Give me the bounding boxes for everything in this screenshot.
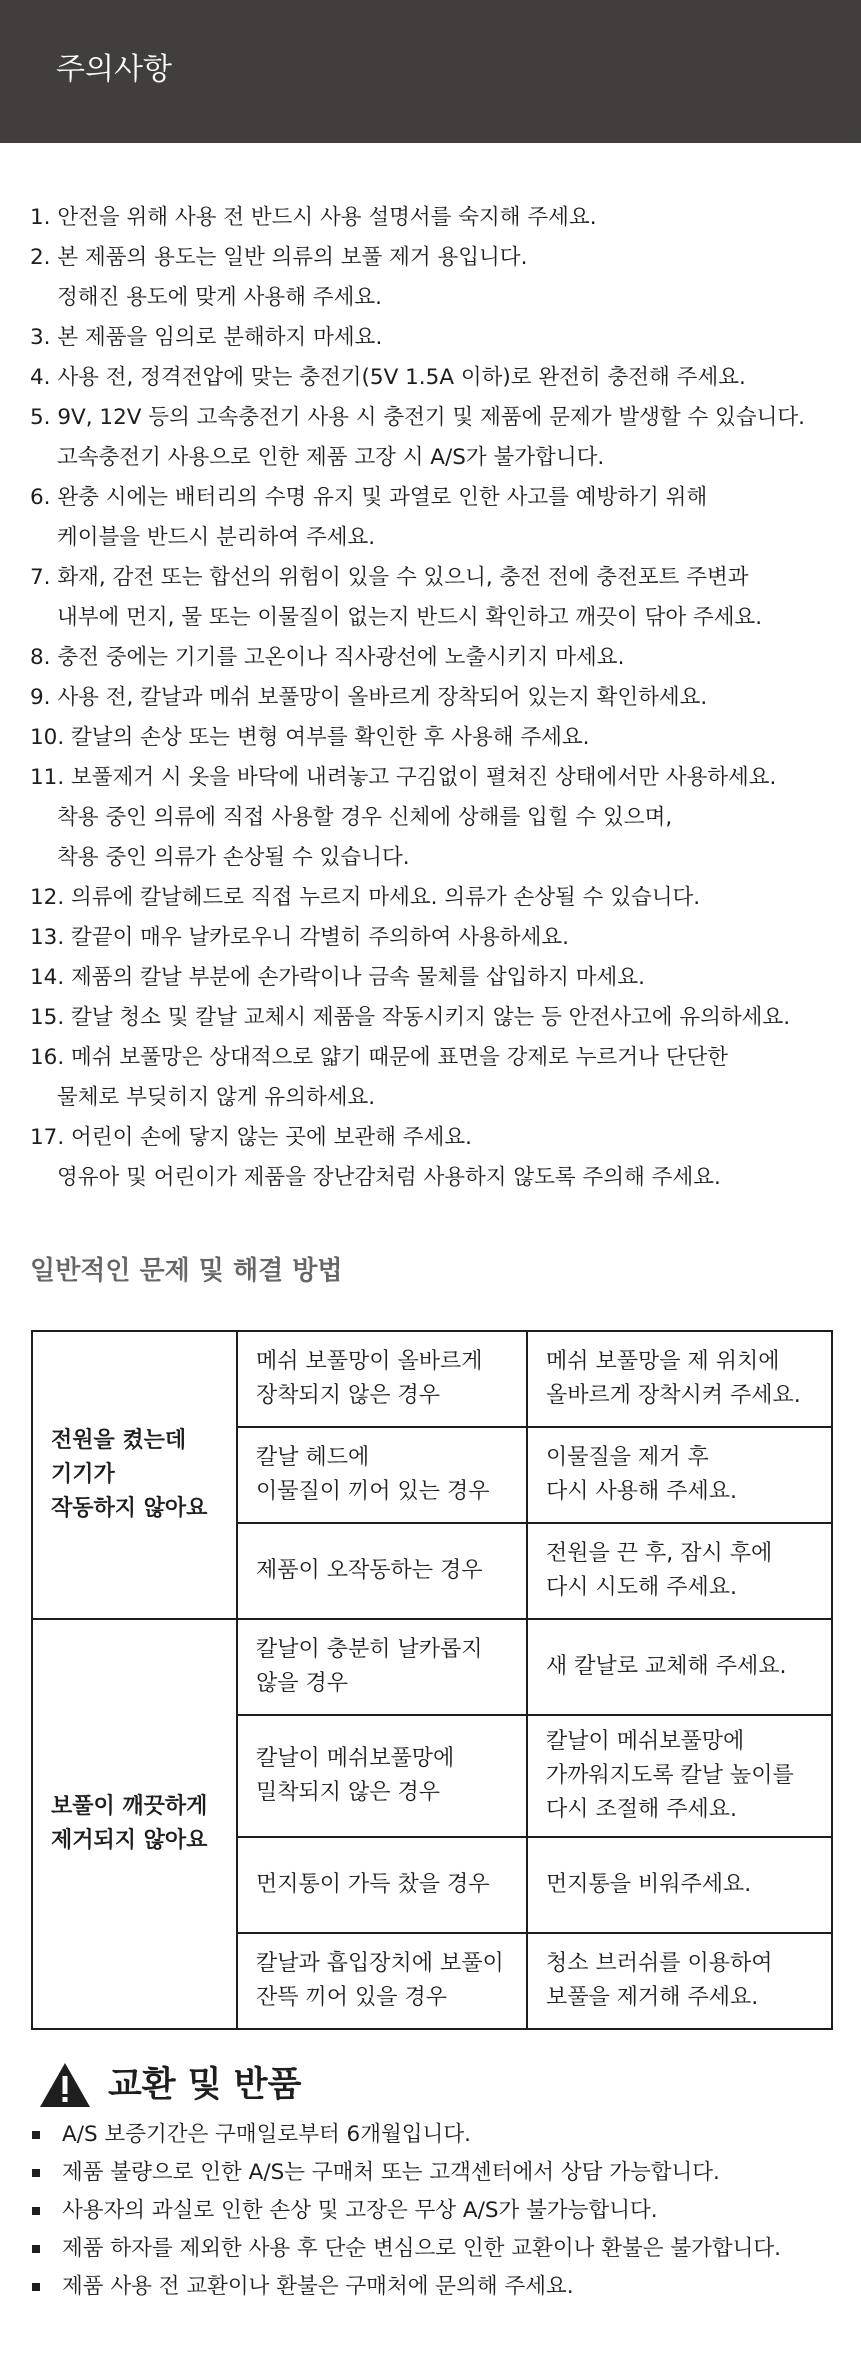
list-item [30, 2268, 840, 2306]
cause-line: 칼날이 충분히 날카롭지 [256, 1637, 483, 1662]
solution-line: 이물질을 제거 후 [546, 1445, 709, 1470]
solution-cell [527, 1427, 832, 1523]
solution-line: 다시 시도해 주세요. [546, 1575, 737, 1600]
cause-cell [237, 1523, 527, 1619]
cause-line: 칼날 헤드에 [256, 1445, 370, 1470]
symptom-cell [32, 1331, 237, 1619]
list-item-text: 사용자의 과실로 인한 손상 및 고장은 무상 A/S가 불가능합니다. [62, 2198, 658, 2223]
caution-item [30, 758, 840, 878]
caution-item-line: 16. 메쉬 보풀망은 상대적으로 얇기 때문에 표면을 강제로 누르거나 단단한 [30, 1045, 729, 1070]
solution-line: 다시 조절해 주세요. [546, 1797, 737, 1822]
list-item-text: 제품 사용 전 교환이나 환불은 구매처에 문의해 주세요. [62, 2274, 574, 2299]
cause-line: 잔뜩 끼어 있을 경우 [256, 1985, 447, 2010]
symptom-line: 작동하지 않아요 [51, 1496, 208, 1521]
troubleshooting-table [31, 1330, 833, 2030]
exchange-list [30, 2116, 840, 2306]
page-title: 주의사항 [56, 52, 172, 87]
list-item-text: A/S 보증기간은 구매일로부터 6개월입니다. [62, 2122, 471, 2147]
cause-cell [237, 1715, 527, 1837]
caution-item-line: 내부에 먼지, 물 또는 이물질이 없는지 반드시 확인하고 깨끗이 닦아 주세요. [57, 605, 763, 630]
list-item [30, 2192, 840, 2230]
list-item [30, 2230, 840, 2268]
solution-cell [527, 1619, 832, 1715]
bullet-icon [32, 2131, 40, 2139]
cause-cell [237, 1933, 527, 2029]
symptom-cell [32, 1619, 237, 2029]
symptom-line: 기기가 [51, 1462, 115, 1487]
warning-icon [38, 2061, 92, 2109]
list-item [30, 2154, 840, 2192]
caution-item-line: 케이블을 반드시 분리하여 주세요. [57, 525, 376, 550]
list-item [30, 2116, 840, 2154]
table-row [32, 1331, 832, 1427]
caution-item [30, 478, 840, 558]
cause-cell [237, 1427, 527, 1523]
symptom-line: 보풀이 깨끗하게 [51, 1794, 208, 1819]
caution-item-line: 착용 중인 의류가 손상될 수 있습니다. [57, 845, 410, 870]
caution-item-line: 15. 칼날 청소 및 칼날 교체시 제품을 작동시키지 않는 등 안전사고에 유의하세요. [30, 1005, 791, 1030]
caution-item-line: 영유아 및 어린이가 제품을 장난감처럼 사용하지 않도록 주의해 주세요. [57, 1165, 721, 1190]
cause-line: 밀착되지 않은 경우 [256, 1780, 441, 1805]
cause-line: 칼날과 흡입장치에 보풀이 [256, 1951, 504, 1976]
bullet-icon [32, 2207, 40, 2215]
cause-line: 제품이 오작동하는 경우 [256, 1558, 483, 1583]
exchange-title: 교환 및 반품 [108, 2065, 302, 2105]
caution-item-line: 7. 화재, 감전 또는 합선의 위험이 있을 수 있으니, 충전 전에 충전포트 주변과 [30, 565, 749, 590]
caution-item [30, 358, 840, 398]
solution-cell [527, 1523, 832, 1619]
caution-list [30, 198, 840, 1198]
solution-line: 가까워지도록 칼날 높이를 [546, 1763, 794, 1788]
solution-cell [527, 1837, 832, 1933]
solution-line: 보풀을 제거해 주세요. [546, 1985, 759, 2010]
solution-line: 새 칼날로 교체해 주세요. [546, 1654, 787, 1679]
solution-cell [527, 1933, 832, 2029]
caution-item [30, 318, 840, 358]
cause-cell [237, 1619, 527, 1715]
caution-item [30, 1038, 840, 1118]
symptom-line: 제거되지 않아요 [51, 1828, 208, 1853]
caution-item-line: 3. 본 제품을 임의로 분해하지 마세요. [30, 325, 383, 350]
cause-line: 않을 경우 [256, 1671, 349, 1696]
symptom-line: 전원을 켰는데 [51, 1428, 187, 1453]
solution-line: 메쉬 보풀망을 제 위치에 [546, 1349, 780, 1374]
caution-item-line: 9. 사용 전, 칼날과 메쉬 보풀망이 올바르게 장착되어 있는지 확인하세요. [30, 685, 708, 710]
list-item-text: 제품 하자를 제외한 사용 후 단순 변심으로 인한 교환이나 환불은 불가합니다. [62, 2236, 782, 2261]
caution-item [30, 198, 840, 238]
caution-item-line: 5. 9V, 12V 등의 고속충전기 사용 시 충전기 및 제품에 문제가 발생할 수 있습니다. [30, 405, 806, 430]
caution-item-line: 물체로 부딪히지 않게 유의하세요. [57, 1085, 376, 1110]
caution-item-line: 2. 본 제품의 용도는 일반 의류의 보풀 제거 용입니다. [30, 245, 528, 270]
caution-item-line: 정해진 용도에 맞게 사용해 주세요. [57, 285, 382, 310]
caution-item-line: 6. 완충 시에는 배터리의 수명 유지 및 과열로 인한 사고를 예방하기 위해 [30, 485, 708, 510]
caution-item-line: 12. 의류에 칼날헤드로 직접 누르지 마세요. 의류가 손상될 수 있습니다. [30, 885, 701, 910]
solution-line: 올바르게 장착시켜 주세요. [546, 1383, 801, 1408]
solution-line: 전원을 끈 후, 잠시 후에 [546, 1541, 773, 1566]
caution-item [30, 878, 840, 918]
exchange-heading [38, 2055, 301, 2115]
caution-item-line: 착용 중인 의류에 직접 사용할 경우 신체에 상해를 입힐 수 있으며, [57, 805, 673, 830]
caution-item [30, 958, 840, 998]
cause-cell [237, 1331, 527, 1427]
bullet-icon [32, 2245, 40, 2253]
caution-item [30, 398, 840, 478]
troubleshooting-title: 일반적인 문제 및 해결 방법 [30, 1256, 343, 1286]
caution-item [30, 558, 840, 638]
solution-line: 다시 사용해 주세요. [546, 1479, 737, 1504]
caution-item-line: 11. 보풀제거 시 옷을 바닥에 내려놓고 구김없이 펼쳐진 상태에서만 사용하세요. [30, 765, 777, 790]
solution-cell [527, 1715, 832, 1837]
header-bar [0, 0, 861, 143]
caution-item [30, 998, 840, 1038]
caution-item-line: 10. 칼날의 손상 또는 변형 여부를 확인한 후 사용해 주세요. [30, 725, 590, 750]
caution-item [30, 238, 840, 318]
caution-item-line: 4. 사용 전, 정격전압에 맞는 충전기(5V 1.5A 이하)로 완전히 충전해 주세요. [30, 365, 746, 390]
solution-line: 먼지통을 비워주세요. [546, 1872, 752, 1897]
caution-item-line: 1. 안전을 위해 사용 전 반드시 사용 설명서를 숙지해 주세요. [30, 205, 597, 230]
bullet-icon [32, 2283, 40, 2291]
cause-line: 먼지통이 가득 찼을 경우 [256, 1872, 490, 1897]
list-item-text: 제품 불량으로 인한 A/S는 구매처 또는 고객센터에서 상담 가능합니다. [62, 2160, 720, 2185]
caution-item [30, 718, 840, 758]
caution-item-line: 8. 충전 중에는 기기를 고온이나 직사광선에 노출시키지 마세요. [30, 645, 625, 670]
solution-cell [527, 1331, 832, 1427]
caution-item-line: 17. 어린이 손에 닿지 않는 곳에 보관해 주세요. [30, 1125, 472, 1150]
caution-item [30, 638, 840, 678]
bullet-icon [32, 2169, 40, 2177]
solution-line: 청소 브러쉬를 이용하여 [546, 1951, 773, 1976]
caution-item-line: 14. 제품의 칼날 부분에 손가락이나 금속 물체를 삽입하지 마세요. [30, 965, 645, 990]
caution-item [30, 1118, 840, 1198]
caution-item-line: 고속충전기 사용으로 인한 제품 고장 시 A/S가 불가합니다. [57, 445, 605, 470]
cause-line: 이물질이 끼어 있는 경우 [256, 1479, 490, 1504]
cause-line: 칼날이 메쉬보풀망에 [256, 1746, 455, 1771]
caution-item [30, 918, 840, 958]
cause-cell [237, 1837, 527, 1933]
cause-line: 장착되지 않은 경우 [256, 1383, 441, 1408]
caution-item-line: 13. 칼끝이 매우 날카로우니 각별히 주의하여 사용하세요. [30, 925, 569, 950]
cause-line: 메쉬 보풀망이 올바르게 [256, 1349, 483, 1374]
caution-item [30, 678, 840, 718]
solution-line: 칼날이 메쉬보풀망에 [546, 1729, 745, 1754]
table-row [32, 1619, 832, 1715]
